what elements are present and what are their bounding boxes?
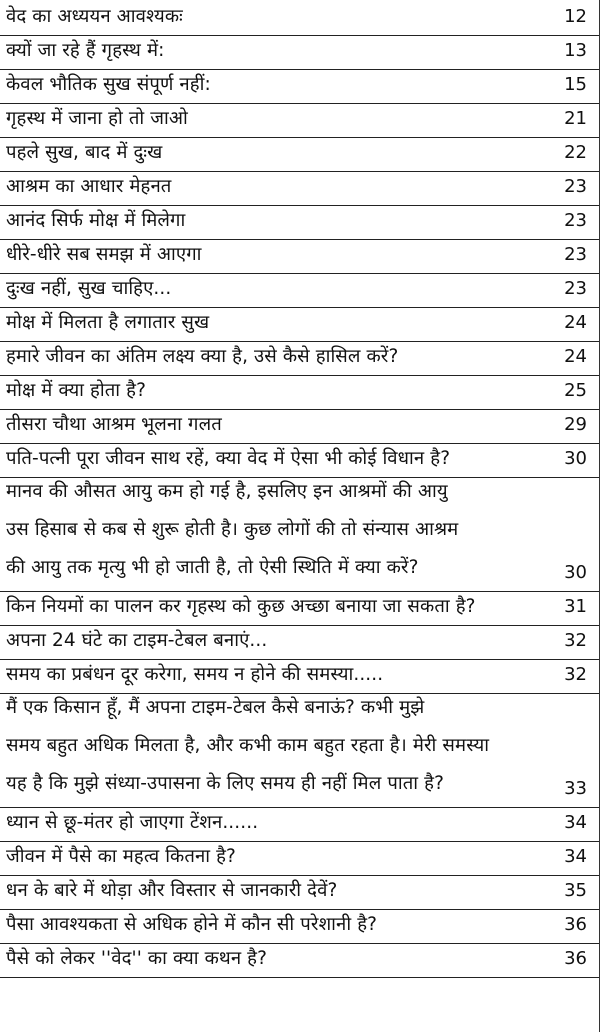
toc-entry bbox=[0, 410, 599, 444]
toc-entry bbox=[0, 478, 599, 592]
toc-title: पति-पत्नी पूरा जीवन साथ रहें, क्या वेद में ऐसा भी कोई विधान है? bbox=[6, 448, 451, 469]
toc-entry bbox=[0, 876, 599, 910]
toc-title: पहले सुख, बाद में दुःख bbox=[6, 142, 163, 163]
toc-entry bbox=[0, 694, 599, 808]
toc-page-number: 30 bbox=[564, 562, 587, 583]
toc-title: क्यों जा रहे हैं गृहस्थ में: bbox=[6, 40, 165, 61]
toc-entry bbox=[0, 376, 599, 410]
toc-title: आनंद सिर्फ मोक्ष में मिलेगा bbox=[6, 210, 186, 231]
toc-title: पैसे को लेकर ''वेद'' का क्या कथन है? bbox=[6, 948, 268, 969]
toc-title: धन के बारे में थोड़ा और विस्तार से जानकारी देवें? bbox=[6, 880, 338, 901]
toc-page-number: 21 bbox=[564, 108, 587, 129]
toc-title: तीसरा चौथा आश्रम भूलना गलत bbox=[6, 414, 222, 435]
toc-entry bbox=[0, 910, 599, 944]
toc-title: मानव की औसत आयु कम हो गई है, इसलिए इन आश्रमों की आयु उस हिसाब से कब से शुरू होती है। कुछ लोगों की तो संन्यास आश्रम की आयु तक मृत्यु भी हो जाती है, तो ऐसी स्थिति में क्या करें? bbox=[6, 481, 459, 578]
toc-entry bbox=[0, 138, 599, 172]
toc-page-number: 23 bbox=[564, 210, 587, 231]
toc-title: जीवन में पैसे का महत्व कितना है? bbox=[6, 846, 236, 867]
toc-title: अपना 24 घंटे का टाइम-टेबल बनाएं... bbox=[6, 630, 268, 651]
toc-title: हमारे जीवन का अंतिम लक्ष्य क्या है, उसे कैसे हासिल करें? bbox=[6, 346, 399, 367]
toc-page-number: 13 bbox=[564, 40, 587, 61]
toc-entry bbox=[0, 274, 599, 308]
toc-entry bbox=[0, 2, 599, 36]
toc-page-number: 22 bbox=[564, 142, 587, 163]
toc-title: समय का प्रबंधन दूर करेगा, समय न होने की समस्या..... bbox=[6, 664, 384, 685]
toc-entry bbox=[0, 592, 599, 626]
toc-entry bbox=[0, 70, 599, 104]
toc-entry bbox=[0, 172, 599, 206]
toc-title: मोक्ष में मिलता है लगातार सुख bbox=[6, 312, 210, 333]
toc-page-number: 32 bbox=[564, 630, 587, 651]
toc-page-number: 24 bbox=[564, 312, 587, 333]
toc-entry bbox=[0, 206, 599, 240]
toc-title: आश्रम का आधार मेहनत bbox=[6, 176, 172, 197]
toc-page-number: 32 bbox=[564, 664, 587, 685]
toc-title: ध्यान से छू-मंतर हो जाएगा टेंशन...... bbox=[6, 812, 259, 833]
toc-title: धीरे-धीरे सब समझ में आएगा bbox=[6, 244, 202, 265]
toc-page-number: 12 bbox=[564, 6, 587, 27]
toc-page-number: 23 bbox=[564, 244, 587, 265]
toc-entry bbox=[0, 626, 599, 660]
toc-entry bbox=[0, 36, 599, 70]
toc-page-number: 15 bbox=[564, 74, 587, 95]
toc-title: मैं एक किसान हूँ, मैं अपना टाइम-टेबल कैसे बनाऊं? कभी मुझे समय बहुत अधिक मिलता है, और कभी काम बहुत रहता है। मेरी समस्या यह है कि मुझे संध्या-उपासना के लिए समय ही नहीं मिल पाता है? bbox=[6, 697, 490, 794]
toc-page-number: 35 bbox=[564, 880, 587, 901]
toc-title: गृहस्थ में जाना हो तो जाओ bbox=[6, 108, 188, 129]
toc-page-number: 25 bbox=[564, 380, 587, 401]
toc-page-number: 33 bbox=[564, 778, 587, 799]
toc-entry bbox=[0, 104, 599, 138]
toc-page-number: 30 bbox=[564, 448, 587, 469]
toc-entry bbox=[0, 240, 599, 274]
toc-page-number: 36 bbox=[564, 948, 587, 969]
toc-page-number: 34 bbox=[564, 846, 587, 867]
toc-page-number: 23 bbox=[564, 278, 587, 299]
toc-entry bbox=[0, 808, 599, 842]
toc-entry bbox=[0, 944, 599, 978]
toc-title: मोक्ष में क्या होता है? bbox=[6, 380, 147, 401]
toc-page-number: 31 bbox=[564, 596, 587, 617]
toc-entry bbox=[0, 342, 599, 376]
toc-title: किन नियमों का पालन कर गृहस्थ को कुछ अच्छा बनाया जा सकता है? bbox=[6, 596, 476, 617]
toc-page-number: 24 bbox=[564, 346, 587, 367]
toc-page-number: 23 bbox=[564, 176, 587, 197]
toc-entry bbox=[0, 308, 599, 342]
toc-page-number: 34 bbox=[564, 812, 587, 833]
toc-title: वेद का अध्ययन आवश्यकः bbox=[6, 6, 183, 27]
toc-title: पैसा आवश्यकता से अधिक होने में कौन सी परेशानी है? bbox=[6, 914, 378, 935]
toc-entry bbox=[0, 842, 599, 876]
toc-page-number: 29 bbox=[564, 414, 587, 435]
toc-title: दुःख नहीं, सुख चाहिए... bbox=[6, 278, 172, 299]
toc-page-number: 36 bbox=[564, 914, 587, 935]
toc-title: केवल भौतिक सुख संपूर्ण नहीं: bbox=[6, 74, 211, 95]
